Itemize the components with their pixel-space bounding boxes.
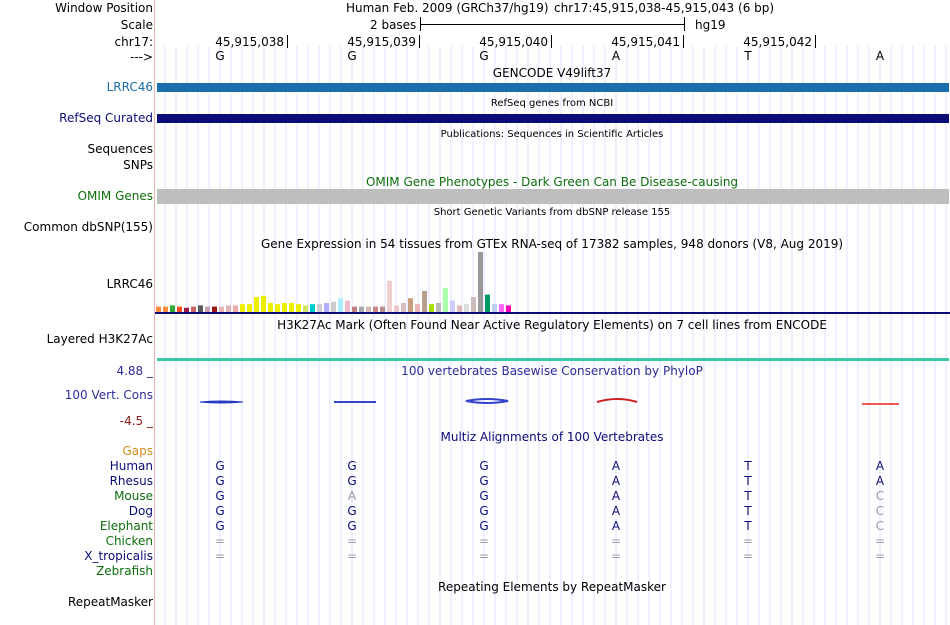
species-base: T: [744, 504, 752, 518]
species-base: =: [610, 549, 622, 563]
publications-title: Publications: Sequences in Scientific Articles: [440, 129, 664, 140]
species-base: =: [478, 534, 490, 548]
gtex-tissue-bar: [296, 304, 301, 312]
gtex-tissue-bar: [457, 305, 462, 312]
omim-gene-bar[interactable]: [157, 189, 949, 204]
gtex-tissue-bar: [436, 303, 441, 312]
phylop-min: -4.5 _: [119, 414, 153, 428]
dna-base: G: [479, 49, 489, 63]
gtex-tissue-bar: [464, 304, 469, 312]
species-base: A: [611, 504, 621, 518]
gtex-tissue-bar: [401, 303, 406, 312]
strand-label: --->: [129, 50, 153, 64]
ruler-tick-label: 45,915,041: [611, 35, 680, 49]
species-base: =: [478, 549, 490, 563]
gtex-tissue-bar: [506, 305, 511, 312]
dna-base: A: [875, 49, 885, 63]
species-base: G: [479, 504, 489, 518]
gtex-tissue-bar: [366, 307, 371, 312]
h3k27ac-label[interactable]: Layered H3K27Ac: [46, 332, 153, 346]
species-base: T: [744, 459, 752, 473]
gtex-tissue-bar: [268, 303, 273, 312]
gtex-tissue-bar: [205, 307, 210, 312]
ruler-tick-label: 45,915,039: [347, 35, 416, 49]
scale-db: hg19: [695, 18, 726, 32]
chrom-label: chr17:: [114, 35, 153, 49]
gtex-tissue-bar: [261, 296, 266, 312]
refseq-title: RefSeq genes from NCBI: [490, 98, 614, 109]
gtex-tissue-bar: [233, 305, 238, 312]
gtex-tissue-bar: [352, 307, 357, 312]
species-base: A: [611, 489, 621, 503]
species-label[interactable]: Rhesus: [109, 474, 153, 488]
species-base: T: [744, 519, 752, 533]
species-base: =: [346, 549, 358, 563]
phylop-signal: [155, 392, 950, 412]
species-base: =: [742, 549, 754, 563]
gtex-tissue-bar: [443, 288, 448, 312]
gtex-tissue-bar: [373, 307, 378, 312]
species-base: A: [611, 474, 621, 488]
refseq-label[interactable]: RefSeq Curated: [59, 111, 153, 125]
gtex-tissue-bar: [303, 305, 308, 312]
sequences-label[interactable]: Sequences: [87, 142, 153, 156]
gtex-tissue-bar: [429, 304, 434, 312]
gtex-tissue-bar: [485, 295, 490, 312]
dbsnp-title: Short Genetic Variants from dbSNP release 155: [433, 207, 671, 218]
species-base: =: [742, 534, 754, 548]
window-position-label: Window Position: [55, 1, 153, 15]
species-base: G: [479, 474, 489, 488]
gencode-title: GENCODE V49lift37: [492, 66, 612, 80]
gtex-tissue-bar: [247, 304, 252, 312]
species-base: A: [611, 519, 621, 533]
ruler-tick-label: 45,915,038: [215, 35, 284, 49]
species-base: A: [611, 459, 621, 473]
gencode-label[interactable]: LRRC46: [106, 80, 153, 94]
species-label[interactable]: X_tropicalis: [84, 549, 153, 563]
species-base: G: [347, 504, 357, 518]
omim-title: OMIM Gene Phenotypes - Dark Green Can Be Disease-causing: [365, 175, 739, 189]
species-label[interactable]: Dog: [128, 504, 153, 518]
gtex-tissue-bar: [408, 298, 413, 312]
refseq-gene-bar[interactable]: [157, 114, 949, 123]
repeatmasker-title: Repeating Elements by RepeatMasker: [438, 580, 666, 594]
dna-base: G: [347, 49, 357, 63]
species-base: G: [215, 519, 225, 533]
species-base: A: [875, 474, 885, 488]
gtex-tissue-bar: [499, 304, 504, 312]
gtex-tissue-bar: [471, 297, 476, 312]
scale-text: 2 bases: [370, 18, 417, 32]
gtex-tissue-bar: [478, 252, 483, 312]
species-label[interactable]: Mouse: [114, 489, 153, 503]
gtex-tissue-bar: [282, 303, 287, 312]
gtex-tissue-bar: [163, 307, 168, 312]
species-base: A: [347, 489, 357, 503]
gtex-tissue-bar: [310, 304, 315, 312]
dbsnp-label[interactable]: Common dbSNP(155): [23, 220, 153, 234]
species-base: G: [215, 459, 225, 473]
species-base: =: [874, 534, 886, 548]
gtex-tissue-bar: [198, 305, 203, 312]
species-base: G: [479, 519, 489, 533]
species-base: =: [874, 549, 886, 563]
gtex-tissue-bar: [212, 307, 217, 312]
position-text: chr17:45,915,038-45,915,043 (6 bp): [554, 1, 775, 15]
species-base: G: [215, 489, 225, 503]
gtex-tissue-bar: [240, 304, 245, 312]
gtex-tissue-bar: [380, 307, 385, 312]
gtex-tissue-bar: [289, 303, 294, 312]
dna-base: A: [611, 49, 621, 63]
dna-base: T: [744, 49, 752, 63]
ruler-tick-mark: [419, 35, 420, 48]
species-base: C: [875, 519, 885, 533]
ruler-tick-label: 45,915,040: [479, 35, 548, 49]
gtex-tissue-bar: [415, 304, 420, 312]
h3k27ac-title: H3K27Ac Mark (Often Found Near Active Regulatory Elements) on 7 cell lines from ENCODE: [277, 318, 827, 332]
gaps-label[interactable]: Gaps: [122, 444, 153, 458]
phylop-label[interactable]: 100 Vert. Cons: [64, 388, 153, 402]
gtex-tissue-bar: [345, 301, 350, 312]
gtex-tissue-bar: [394, 305, 399, 312]
phylop-title: 100 vertebrates Basewise Conservation by PhyloP: [401, 364, 703, 378]
species-label[interactable]: Chicken: [105, 534, 153, 548]
species-label[interactable]: Zebrafish: [96, 564, 153, 578]
ruler-tick-mark: [815, 35, 816, 48]
gtex-tissue-bar: [226, 305, 231, 312]
h3k27ac-signal: [157, 358, 949, 361]
repeatmasker-label[interactable]: RepeatMasker: [67, 595, 153, 609]
species-base: T: [744, 474, 752, 488]
species-base: G: [347, 474, 357, 488]
gtex-tissue-bar: [359, 307, 364, 312]
gtex-tissue-bar: [170, 305, 175, 312]
species-base: =: [610, 534, 622, 548]
gtex-tissue-bar: [331, 302, 336, 312]
gtex-tissue-bar: [177, 307, 182, 312]
species-base: G: [479, 459, 489, 473]
ruler-tick-mark: [551, 35, 552, 48]
gtex-tissue-bar: [191, 307, 196, 312]
species-base: A: [875, 459, 885, 473]
species-base: G: [215, 504, 225, 518]
gtex-tissue-bar: [492, 304, 497, 312]
gtex-tissue-bar: [317, 304, 322, 312]
gencode-gene-bar[interactable]: [157, 83, 949, 92]
scale-bar: [420, 17, 685, 31]
omim-label[interactable]: OMIM Genes: [77, 189, 153, 203]
gtex-tissue-bar: [324, 303, 329, 312]
gtex-tissue-bar: [254, 297, 259, 312]
ruler-tick-mark: [287, 35, 288, 48]
gtex-tissue-bar: [450, 301, 455, 312]
species-base: C: [875, 489, 885, 503]
species-base: =: [346, 534, 358, 548]
species-base: C: [875, 504, 885, 518]
scale-label: Scale: [120, 18, 153, 32]
species-label[interactable]: Elephant: [99, 519, 153, 533]
species-base: =: [214, 534, 226, 548]
species-base: G: [347, 519, 357, 533]
gtex-tissue-bar: [422, 291, 427, 312]
species-base: G: [215, 474, 225, 488]
gtex-tissue-bar: [184, 308, 189, 312]
gtex-tissue-bar: [156, 307, 161, 312]
dna-base: G: [215, 49, 225, 63]
multiz-title: Multiz Alignments of 100 Vertebrates: [440, 430, 664, 444]
ruler-tick-label: 45,915,042: [743, 35, 812, 49]
snps-label[interactable]: SNPs: [123, 158, 153, 172]
species-base: =: [214, 549, 226, 563]
species-base: T: [744, 489, 752, 503]
gtex-tissue-bar: [387, 281, 392, 312]
gtex-label[interactable]: LRRC46: [106, 277, 153, 291]
species-base: G: [347, 459, 357, 473]
species-label[interactable]: Human: [109, 459, 153, 473]
gtex-expression-chart[interactable]: [155, 252, 950, 314]
gtex-tissue-bar: [219, 307, 224, 312]
phylop-max: 4.88 _: [116, 364, 153, 378]
ruler-tick-mark: [683, 35, 684, 48]
species-base: G: [479, 489, 489, 503]
gtex-title: Gene Expression in 54 tissues from GTEx RNA-seq of 17382 samples, 948 donors (V8, Aug 2019): [260, 237, 844, 251]
gtex-tissue-bar: [338, 298, 343, 312]
assembly-text: Human Feb. 2009 (GRCh37/hg19): [346, 1, 549, 15]
gtex-tissue-bar: [275, 304, 280, 312]
